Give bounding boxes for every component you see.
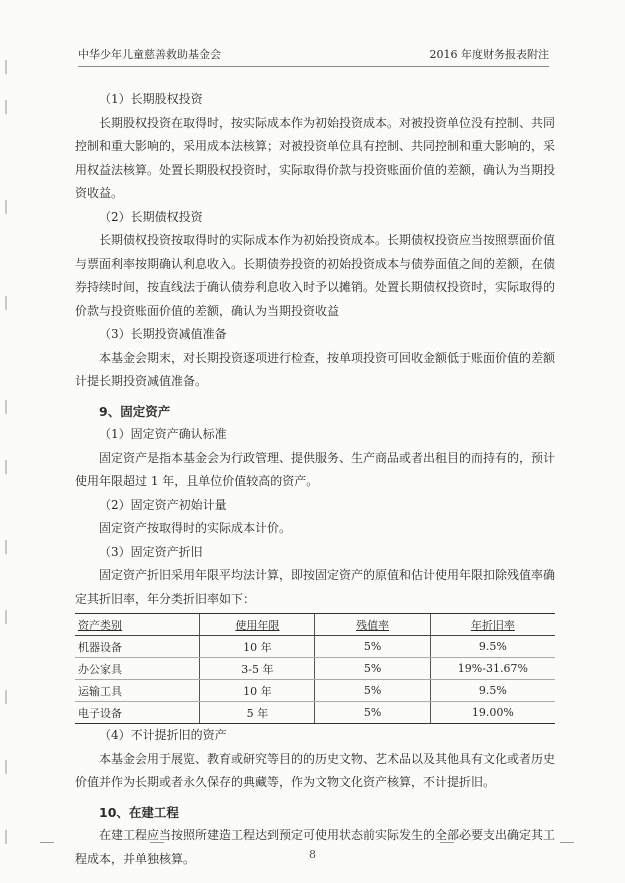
cell-life: 10 年	[200, 636, 315, 658]
header-asset-category: 资产类别	[75, 614, 200, 636]
binding-mark	[5, 610, 7, 624]
footer-mark	[150, 842, 164, 843]
paragraph-recognition: 固定资产是指本基金会为行政管理、提供服务、生产商品或者出租目的而持有的，预计使用年限超过 1 年，且单位价值较高的资产。	[75, 450, 556, 488]
binding-mark	[5, 100, 7, 114]
page-content	[75, 88, 555, 871]
subsection-title-recognition: （1）固定资产确认标准	[99, 427, 227, 441]
cell-category: 机器设备	[75, 636, 200, 658]
header-org: 中华少年儿童慈善救助基金会	[78, 48, 221, 61]
paragraph-long-term-debt: 长期债权投资按取得时的实际成本作为初始投资成本。长期债权投资应当按照票面价值与票面利率按期确认利息收入。长期债券投资的初始投资成本与债券面值之间的差额，在债券持续时间，按直线法于确认债券利息收入时予以摊销。处置长期债权投资时，实际取得的价款与投资账面价值的差额，确认为当期投资收益	[75, 233, 556, 318]
binding-mark	[5, 830, 7, 844]
table-row	[75, 658, 555, 680]
binding-mark	[5, 690, 7, 704]
page-number: 8	[309, 848, 316, 861]
paragraph-construction: 在建工程应当按照所建造工程达到预定可使用状态前实际发生的全部必要支出确定其工程成本，并单独核算。	[75, 828, 556, 866]
binding-mark	[5, 200, 7, 214]
cell-residual: 5%	[315, 658, 430, 680]
subsection-title-long-term-debt: （2）长期债权投资	[99, 209, 203, 224]
binding-mark	[5, 540, 7, 554]
subsection-title-long-term-equity: （1）长期股权投资	[99, 92, 203, 106]
footer-mark	[560, 842, 574, 843]
binding-mark	[5, 760, 7, 774]
subsection-title-impairment: （3）长期投资减值准备	[99, 327, 227, 341]
depreciation-table	[75, 613, 555, 724]
cell-category: 办公家具	[75, 658, 200, 680]
cell-residual: 5%	[315, 680, 430, 702]
table-row	[75, 680, 555, 702]
table-row	[75, 636, 555, 658]
subsection-title-depreciation: （3）固定资产折旧	[99, 544, 203, 559]
header-useful-life: 使用年限	[200, 614, 315, 636]
cell-life: 3-5 年	[200, 658, 315, 680]
footer-mark	[440, 842, 454, 843]
header-annual-rate: 年折旧率	[430, 614, 555, 636]
binding-margin	[0, 0, 14, 883]
cell-life: 10 年	[200, 680, 315, 702]
binding-mark	[5, 460, 7, 474]
header-doc-title: 2016 年度财务报表附注	[429, 48, 549, 61]
cell-residual: 5%	[315, 636, 430, 658]
cell-rate: 19.00%	[430, 702, 555, 724]
cell-rate: 9.5%	[430, 636, 555, 658]
paragraph-impairment: 本基金会期末，对长期投资逐项进行检查，按单项投资可回收金额低于账面价值的差额计提长期投资减值准备。	[75, 350, 556, 388]
binding-mark	[5, 400, 7, 414]
cell-rate: 19%-31.67%	[430, 658, 555, 680]
header-residual-rate: 残值率	[315, 614, 430, 636]
cell-rate: 9.5%	[430, 680, 555, 702]
binding-mark	[5, 60, 7, 74]
paragraph-non-depreciable: 本基金会用于展览、教育或研究等目的的历史文物、艺术品以及其他具有文化或者历史价值并作为长期或者永久保存的典藏等，作为文物文化资产核算，不计提折旧。	[75, 751, 556, 789]
cell-category: 运输工具	[75, 680, 200, 702]
cell-residual: 5%	[315, 702, 430, 724]
paragraph-depreciation: 固定资产折旧采用年限平均法计算，即按固定资产的原值和估计使用年限扣除残值率确定其折旧率，年分类折旧率如下：	[75, 568, 556, 606]
subsection-title-initial-measurement: （2）固定资产初始计量	[99, 497, 227, 512]
table-header-row	[75, 614, 555, 636]
binding-mark	[5, 296, 7, 310]
footer-mark	[40, 842, 54, 843]
paragraph-long-term-equity: 长期股权投资在取得时，按实际成本作为初始投资成本。对被投资单位没有控制、共同控制和重大影响的，采用成本法核算；对被投资单位具有控制、共同控制和重大影响的，采用权益法核算。处置长期股权投资时，实际取得价款与投资账面价值的差额，确认为当期投资收益。	[75, 115, 556, 200]
page-header	[78, 46, 549, 67]
cell-category: 电子设备	[75, 702, 200, 724]
table-row	[75, 702, 555, 724]
subsection-title-non-depreciable: （4）不计提折旧的资产	[99, 728, 227, 742]
paragraph-initial-measurement: 固定资产按取得时的实际成本计价。	[99, 521, 292, 535]
cell-life: 5 年	[200, 702, 315, 724]
section-title-construction: 10、在建工程	[99, 804, 179, 820]
section-title-fixed-assets: 9、固定资产	[99, 403, 171, 419]
